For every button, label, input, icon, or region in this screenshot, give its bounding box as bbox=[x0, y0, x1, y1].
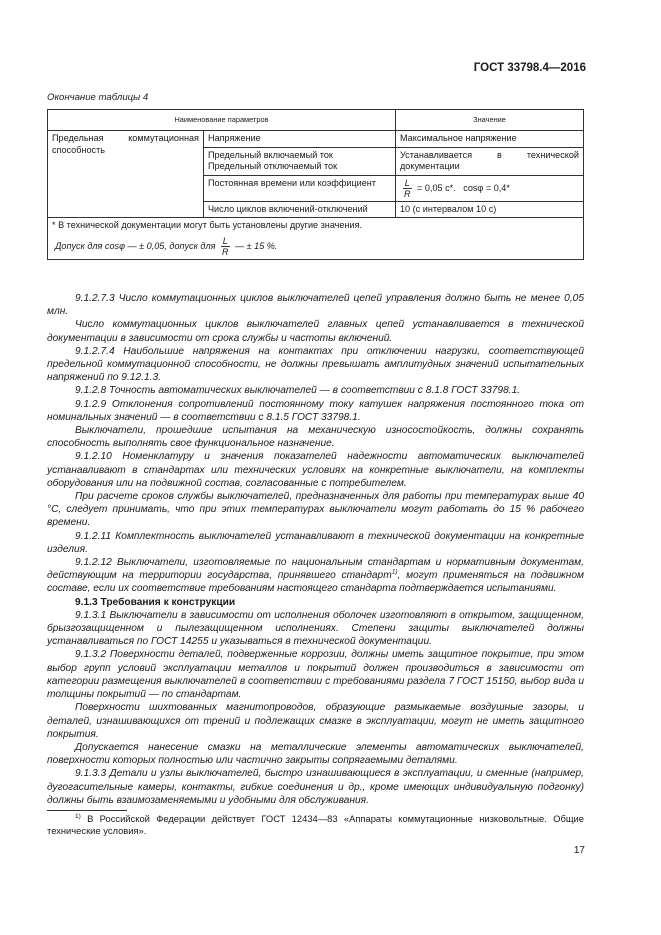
body-text bbox=[47, 292, 584, 837]
paragraph: 9.1.2.7.3 Число коммутационных циклов выключателей цепей управления должно быть не менее 0,05 млн. bbox=[47, 293, 584, 318]
document-header: ГОСТ 33798.4—2016 bbox=[473, 62, 586, 74]
parameters-table bbox=[47, 109, 584, 260]
column-header-value: Значение bbox=[396, 110, 584, 131]
time-constant-value: = 0,05 с*. cosφ = 0,4* bbox=[417, 182, 510, 193]
footnote-marker: 1) bbox=[75, 812, 81, 820]
group-label-word-2: коммутационная bbox=[128, 133, 199, 143]
page-number: 17 bbox=[573, 845, 585, 856]
fraction-denominator: R bbox=[221, 246, 229, 257]
fraction-numerator: L bbox=[222, 235, 228, 246]
paragraph: 9.1.2.11 Комплектность выключателей устанавливают в технической документации на конкретные изделия. bbox=[47, 530, 584, 555]
table-caption: Окончание таблицы 4 bbox=[47, 92, 149, 103]
table-header-row bbox=[48, 110, 584, 131]
fraction-denominator: R bbox=[404, 188, 411, 199]
value-cell: Максимальное напряжение bbox=[396, 131, 584, 148]
paragraph: 9.1.3.3 Детали и узлы выключателей, быстро изнашивающиеся в эксплуатации, и сменные (например, дугогасительные камеры, контакты, гибкие соединения и др., кроме имеющих индивидуальную подгонку) должны быть взаимозаменяемыми и удобными для обслуживания. bbox=[47, 768, 584, 806]
paragraph: 9.1.3.1 Выключатели в зависимости от исполнения оболочек изготовляют в открытом, защищенном, брызгозащищенном и пылезащищенном исполнениях. Степени защиты выключателей должны устанавливаться по ГОСТ 14255 и указываться в технической документации. bbox=[47, 609, 584, 648]
value-cell: Устанавливается в технической документации bbox=[396, 147, 584, 175]
tolerance-suffix: — ± 15 %. bbox=[235, 240, 278, 251]
param-cell: Напряжение bbox=[204, 131, 396, 148]
paragraph: 9.1.3.2 Поверхности деталей, подверженные коррозии, должны иметь защитное покрытие, при этом выбор групп условий эксплуатации металлов и покрытий должен производиться в зависимости от категории размещения выключателей в соответствии с требованиями раздела 7 ГОСТ 15150, выбор вида и толщины покрытий — по стандартам. bbox=[47, 649, 584, 701]
footnote-ref: 1) bbox=[391, 568, 398, 576]
paragraph: Поверхности шихтованных магнитопроводов, образующие размыкаемые воздушные зазоры, и деталей, изнашивающихся от трений и подлежащих смазке в эксплуатации, могут не иметь защитного покрытия. bbox=[47, 702, 584, 740]
paragraph: 9.1.2.10 Номенклатуру и значения показателей надежности автоматических выключателей устанавливают в стандартах или технических условиях на конкретные выключатели, на комплекты оборудования или на подвижной состав, согласованные с потребителем. bbox=[47, 451, 584, 489]
l-over-r-fraction bbox=[402, 178, 413, 199]
paragraph: Допускается нанесение смазки на металлические элементы автоматических выключателей, поверхности которых полностью или частично закрыты сопрягаемыми деталями. bbox=[47, 741, 584, 767]
tolerance-note bbox=[52, 236, 579, 257]
table-note: * В технической документации могут быть установлены другие значения. bbox=[52, 220, 363, 230]
table-row bbox=[48, 131, 584, 148]
tolerance-prefix: Допуск для cosφ — ± 0,05, допуск для bbox=[55, 240, 216, 251]
footnote bbox=[47, 813, 584, 837]
paragraph: Число коммутационных циклов выключателей главных цепей устанавливается в технической документации в зависимости от срока службы и частоты включений. bbox=[47, 319, 584, 344]
footnote-text: В Российской Федерации действует ГОСТ 12434—83 «Аппараты коммутационные низковольтные. Общие технические условия». bbox=[47, 812, 584, 836]
table-notes-row bbox=[48, 218, 584, 260]
table-notes-cell bbox=[48, 218, 584, 260]
paragraph-text: 9.1.2.12 Выключатели, изготовляемые по национальным стандартам и нормативным документам, действующим на территории государства, принявшего стандарт bbox=[47, 557, 584, 582]
param-cell: Предельный включаемый ток Предельный отключаемый ток bbox=[204, 147, 396, 175]
paragraph: 9.1.2.8 Точность автоматических выключателей — в соответствии с 8.1.8 ГОСТ 33798.1. bbox=[75, 385, 521, 397]
group-label-cell bbox=[48, 131, 204, 218]
param-cell: Число циклов включений-отключений bbox=[204, 201, 396, 218]
fraction-numerator: L bbox=[404, 177, 410, 188]
paragraph: При расчете сроков службы выключателей, предназначенных для работы при температурах выше 40 °С, следует принимать, что при этих температурах выключатели могут работать до 15 % рабочего времени. bbox=[47, 491, 584, 529]
paragraph: Выключатели, прошедшие испытания на механическую износостойкость, должны сохранять способность выполнять свое функциональное назначение. bbox=[47, 425, 584, 450]
paragraph: 9.1.2.9 Отклонения сопротивлений постоянному току катушек напряжения постоянного тока от номинальных значений — в соответствии с 8.1.5 ГОСТ 33798.1. bbox=[47, 398, 584, 423]
l-over-r-fraction bbox=[220, 236, 231, 257]
group-label-word-3: способность bbox=[52, 144, 105, 155]
value-cell bbox=[396, 175, 584, 201]
value-cell: 10 (с интервалом 10 с) bbox=[396, 201, 584, 218]
paragraph-text: , могут применяться на подвижном составе, если их соответствие требованиям настоящего стандарта подтверждается испытаниями. bbox=[47, 570, 584, 595]
paragraph bbox=[47, 556, 584, 596]
param-cell: Постоянная времени или коэффициент bbox=[204, 175, 396, 201]
paragraph: 9.1.2.7.4 Наибольшие напряжения на контактах при отключении нагрузки, соответствующей предельной коммутационной способности, не должны превышать амплитудных значений испытательных напряжений по 9.12.1.3. bbox=[47, 345, 584, 384]
column-header-parameters: Наименование параметров bbox=[48, 110, 396, 131]
group-label-word-1: Предельная bbox=[52, 133, 104, 143]
section-heading: 9.1.3 Требования к конструкции bbox=[75, 596, 236, 608]
footnote-divider bbox=[47, 810, 127, 811]
